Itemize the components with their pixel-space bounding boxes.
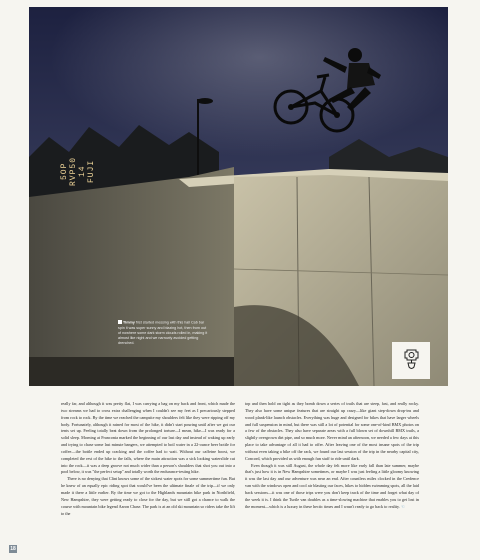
paragraph-final xyxy=(245,463,419,511)
camera-icon xyxy=(403,349,420,371)
paragraph: There is no denying that Clint knows some of the sickest water spots for some summertime fun. But he knew of an equally epic riding spot that would've been the ultimate finale of the trip—if we only made it there a little earlier. By the time we got to the Highlands mountain bike park in Northfield, New Hampshire, they were getting ready to close for the day, but we still got a chance to walk the course with mountain bike legend Aaron Chase. The park is at an old ski mountain so riders take the lift to the xyxy=(61,476,235,516)
paragraph: really far, and although it was pretty flat, I was carrying a bag on my back and front, which made the two streams we had to cross extra challenging when I couldn't see my feet as I precariously stepped from rock to rock. By the time we reached the campsite my shoulders felt like they were ripping off my body. Fortunately, although it rained for most of the hike, it didn't start pouring until after we got our tents set up. Feeling totally beat down from the prolonged torture—I mean, hike—I was ready for a solid sleep. Morning at Franconia marked the beginning of our last day and instead of waking up early and trying to chase some last minute bangers, we attempted to boil water in a 22-ounce beer bottle for coffee—the bottle ended up cracking and the coffee had to wait. Without our caffeine boost, we completed the rest of the hike to the falls, where the main attraction was a sick looking waterslide cut into the rock—it was a deep groove not much wider than a person's shoulders that shot you out into a pool below, it was "the perfect setup" and totally worth the endurance-testing hike. xyxy=(61,401,235,475)
caption-arrow-icon xyxy=(118,320,122,324)
film-frame-number: 14 xyxy=(78,165,87,177)
article-column-left xyxy=(61,401,235,551)
caption-text: first started messing with this hall Cab bar spin it was super sunny and blazing hot, then from out of nowhere some dark storm clouds rolled in, making it almost like night and we narrowly avoided getting drenched. xyxy=(118,320,208,345)
film-code: RVP50 xyxy=(69,156,78,186)
paragraph-text: Even though it was still August, the whole day felt more like early fall than late summer, maybe that's just how it is in New Hampshire sometimes, or maybe I was just feeling a little gloomy knowing it was the last day and our adventure was near an end. After countless miles clocked in the Credence van with the windows open and cool air blasting our faces, hikes to hidden swimming spots, all the laid back sessions—it was one of those trips were you don't keep track of the time and forget what day of the week it is. I think the Turtle van doubles as a time-slowing machine that enables you to get lost in the moment—which is a luxury in these hectic times and I wasn't ready to go back to reality. xyxy=(245,462,419,509)
caption-name: Timmy xyxy=(123,320,135,325)
article-body xyxy=(61,401,419,551)
paragraph: top and then hold on tight as they bomb down a series of trails that are steep, fast, and really rocky. They also have some unique features that are straight up crazy—like giant step-down drop-ins and wood plank-like launch obstacles. Everything was huge and designed for bikes that have larger wheels and full suspension in mind, but there was still a lot of potential for some one-of-kind BMX photos on a few of the obstacles. They also have separate areas with a full blown set of downhill BMX trails, a slightly overgrown dirt pipe, and so much more. Never mind an afternoon, we needed a few days at this place to take advantage of all it had to offer. After leaving one of the most insane spots of the trip without even taking a bike off the rack, we found our last session of the trip in the nearby capital city, Concord, which provided us with enough fun stuff to ride until dark. xyxy=(245,401,419,461)
feature-photo xyxy=(29,7,448,386)
article-column-right xyxy=(245,401,419,551)
page-number: 18 xyxy=(10,546,16,552)
end-mark-icon: ☜ xyxy=(400,503,405,509)
camera-badge xyxy=(392,342,430,379)
film-brand: FUJI xyxy=(87,159,96,183)
film-frame-top: 5OP xyxy=(60,162,69,180)
film-edge-markings xyxy=(60,31,96,311)
photo-caption xyxy=(118,320,210,346)
